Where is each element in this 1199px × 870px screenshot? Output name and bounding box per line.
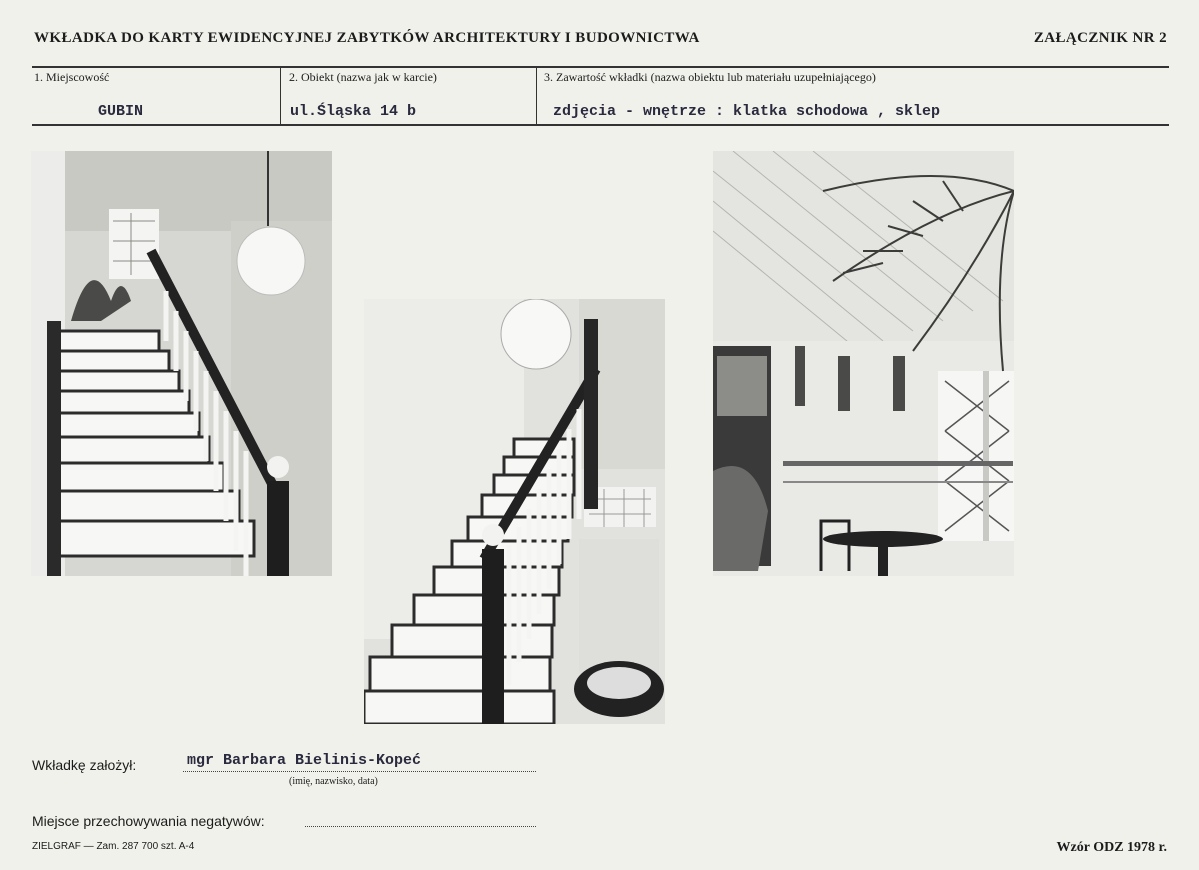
header-top-rule — [32, 66, 1169, 68]
annex-number: ZAŁĄCZNIK NR 2 — [1033, 30, 1167, 46]
created-by-value: mgr Barbara Bielinis-Kopeć — [187, 752, 422, 769]
object-label: 2. Obiekt (nazwa jak w karcie) — [289, 70, 437, 84]
contents-label: 3. Zawartość wkładki (nazwa obiektu lub materiału uzupełniającego) — [544, 70, 876, 84]
locality-label: 1. Miejscowość — [34, 70, 110, 84]
created-by-label: Wkładkę założył: — [32, 757, 137, 773]
document-title: WKŁADKA DO KARTY EWIDENCYJNEJ ZABYTKÓW ARCHITEKTURY I BUDOWNICTWA — [34, 30, 700, 46]
field-divider-1 — [280, 67, 281, 125]
object-value: ul.Śląska 14 b — [290, 103, 417, 120]
photo-staircase-lamp — [364, 299, 665, 724]
storage-label: Miejsce przechowywania negatywów: — [32, 813, 265, 829]
created-by-line — [183, 771, 536, 772]
header-bottom-rule — [32, 124, 1169, 126]
contents-value: zdjęcia - wnętrze : klatka schodowa , sklep — [553, 103, 941, 120]
created-by-hint: (imię, nazwisko, data) — [289, 776, 378, 787]
printer-info: ZIELGRAF — Zam. 287 700 szt. A-4 — [32, 841, 195, 852]
form-id: Wzór ODZ 1978 r. — [1056, 840, 1167, 855]
storage-line — [305, 826, 536, 827]
photo-shop-interior — [713, 151, 1014, 576]
photo-staircase-window — [31, 151, 332, 576]
locality-value: GUBIN — [98, 103, 144, 120]
field-divider-2 — [536, 67, 537, 125]
